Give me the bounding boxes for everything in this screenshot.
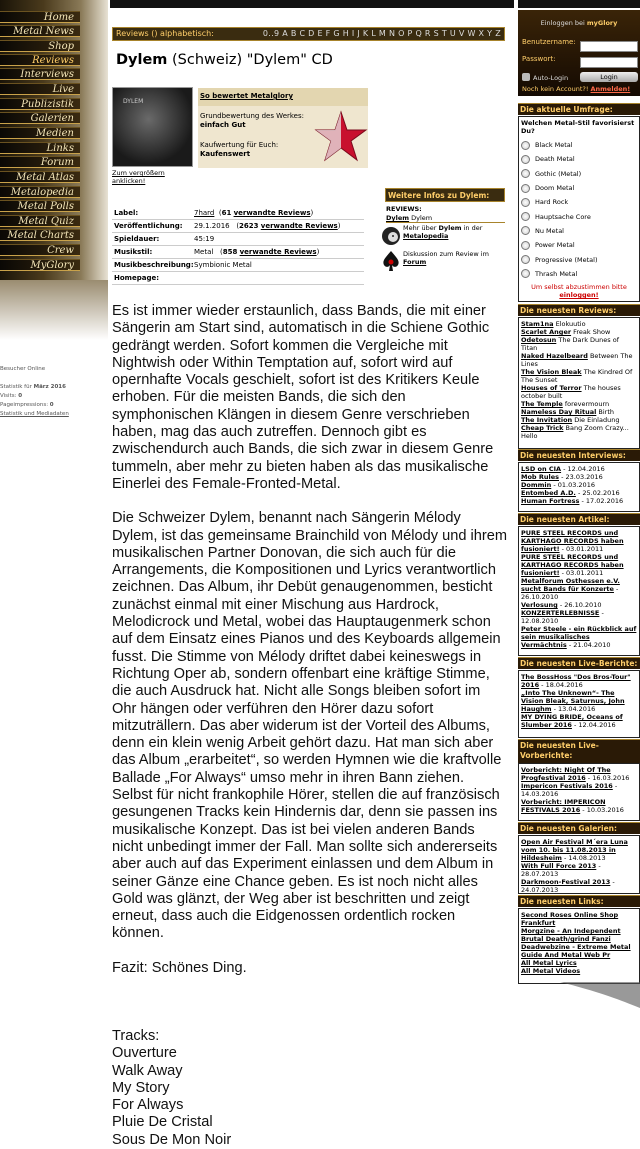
radio-icon[interactable] [521, 226, 530, 235]
review-paragraph-1: Es ist immer wieder erstaunlich, dass Bands, die mit einer Sängerin am Start sind, automatisch in die Schiene Gothic gedrängt werden. Sofort kommen die Vergleiche mit Nightwish oder Within Temptation auf, sofort wird auf opernhafte Vocals geschielt, sofort ist des Kritikers Keule erhoben. Für die meisten Bands, die sich den symphonischen Klängen in diesem Genre verschrieben haben, mag das auch zutreffen. Dennoch gibt es zwischendurch auch Bands, die sich zwar in diesem Genre tummeln, aber mehr zu bieten haben als das musikalische Einerlei des Female-Fronted-Metal. [112, 303, 494, 492]
articles-title[interactable]: Metalforum Osthessen e.V. sucht Bands für Konzerte [521, 577, 620, 593]
radio-icon[interactable] [521, 241, 530, 250]
poll-option[interactable] [521, 167, 637, 181]
pi-line: Pageimpressions: 0 [0, 402, 54, 408]
star-rating-icon [314, 110, 368, 162]
articles-item[interactable]: Peter Steele - ein Rückblick auf sein musikalisches Vermächtnis - 21.04.2010 [521, 625, 637, 649]
interviews-item[interactable]: LSD on CIA - 12.04.2016 [521, 465, 605, 473]
interviews-item[interactable]: Mob Rules - 23.03.2016 [521, 473, 603, 481]
band-country: (Schweiz) [172, 52, 243, 68]
nav-item-metal-polls[interactable]: Metal Polls [0, 200, 80, 212]
live-title[interactable]: MY DYING BRIDE, Oceans of Slumber 2016 [521, 713, 623, 729]
desc-label: Musikbeschreibung: [114, 261, 194, 269]
interviews-title[interactable]: Mob Rules [521, 473, 559, 481]
radio-icon[interactable] [521, 255, 530, 264]
divider [386, 222, 505, 223]
rating-buy-value: Kaufenswert [200, 150, 251, 158]
stat-line: Statistik für März 2016 [0, 384, 66, 390]
prev-header: Die neuesten Live-Vorberichte: [518, 739, 640, 763]
interviews-box [518, 462, 640, 512]
info-review-line: Dylem Dylem [386, 214, 433, 222]
review-band[interactable]: Nameless Day Ritual [521, 408, 597, 416]
articles-item[interactable]: PURE STEEL RECORDS und KARTHAGO RECORDS haben fusioniert! - 03.01.2011 [521, 553, 624, 577]
nav-item-publizistik[interactable]: Publizistik [0, 98, 80, 110]
nav-item-crew[interactable]: Crew [0, 244, 80, 256]
poll-option[interactable] [521, 152, 637, 166]
review-album: forevermourn [564, 400, 610, 408]
review-item[interactable] [521, 320, 637, 328]
album-cover[interactable] [112, 87, 193, 167]
link-item[interactable]: Morgzine - An Independent Brutal Death/grind Fanzi [521, 927, 621, 943]
top-strip [110, 0, 514, 8]
articles-title[interactable]: Verlosung [521, 601, 558, 609]
visits-line: Visits: 0 [0, 393, 23, 399]
nav-item-links[interactable]: Links [0, 142, 80, 154]
radio-icon[interactable] [521, 141, 530, 150]
review-band[interactable]: Cheap Trick [521, 424, 564, 432]
track-item: Ouverture [112, 1045, 177, 1062]
review-item[interactable] [521, 328, 637, 336]
review-band[interactable]: The Vision Bleak [521, 368, 582, 376]
label-value: 7hard (61 verwandte Reviews) [194, 209, 314, 217]
poll-option[interactable] [521, 181, 637, 195]
nav-item-metal-news[interactable]: Metal News [0, 25, 80, 37]
besucher-online: Besucher Online [0, 366, 46, 372]
info-header: Weitere Infos zu Dylem: [385, 188, 505, 202]
galleries-date: 28.07.2013 [521, 870, 559, 878]
interviews-date: 12.04.2016 [567, 465, 605, 473]
autologin-label: Auto-Login [533, 74, 569, 82]
poll-login-link[interactable]: einloggen! [559, 290, 599, 299]
articles-item[interactable]: KONZERTERLEBNISSE - 12.08.2010 [521, 609, 604, 625]
poll-option-label: Black Metal [535, 141, 573, 150]
articles-date: 03.01.2011 [566, 569, 604, 577]
review-band[interactable]: Stam1na [521, 320, 554, 328]
poll-box [518, 116, 640, 302]
galleries-item[interactable]: Darkmoon-Festival 2013 - 24.07.2013 [521, 878, 615, 894]
radio-icon[interactable] [521, 198, 530, 207]
nav-item-myglory[interactable]: MyGlory [0, 259, 80, 271]
poll-option[interactable] [521, 138, 637, 152]
review-fazit: Fazit: Schönes Ding. [112, 959, 247, 976]
face-icon [381, 226, 401, 246]
pass-label: Passwort: [522, 55, 556, 63]
alphabet-bar [112, 27, 505, 41]
label-related-link[interactable]: verwandte Reviews [233, 209, 311, 217]
review-item[interactable] [521, 400, 637, 408]
divider [112, 232, 364, 233]
nav-item-metal-quiz[interactable]: Metal Quiz [0, 215, 80, 227]
review-album: Bang Zoom Crazy... Hello [521, 424, 629, 440]
review-band[interactable]: Houses of Terror [521, 384, 582, 392]
style-related-link[interactable]: verwandte Reviews [239, 248, 317, 256]
radio-icon[interactable] [521, 212, 530, 221]
login-button[interactable]: Login [580, 72, 638, 82]
track-list [112, 1045, 508, 1149]
duration-label: Spieldauer: [114, 235, 160, 243]
track-item: For Always [112, 1097, 184, 1114]
nav-item-interviews[interactable]: Interviews [0, 68, 80, 80]
interviews-date: 01.03.2016 [557, 481, 595, 489]
poll-option-label: Hard Rock [535, 198, 569, 207]
interviews-item[interactable]: Dommin - 01.03.2016 [521, 481, 595, 489]
poll-option-label: Thrash Metal [535, 269, 578, 278]
poll-option[interactable] [521, 209, 637, 223]
articles-title[interactable]: PURE STEEL RECORDS und KARTHAGO RECORDS haben fusioniert! [521, 529, 624, 553]
interviews-header: Die neuesten Interviews: [518, 449, 640, 461]
divider [112, 258, 364, 259]
password-input[interactable] [580, 57, 638, 68]
review-band[interactable]: The Invitation [521, 416, 573, 424]
articles-header: Die neuesten Artikel: [518, 513, 640, 525]
poll-question: Welchen Metal-Stil favorisierst Du? [521, 119, 635, 135]
galleries-title[interactable]: Open Air Festival M´era Luna vom 10. bis 11.08.2013 in Hildesheim [521, 838, 628, 862]
live-item[interactable]: „Into The Unknown“- The Vision Bleak, Saturnus, John Haughm - 13.04.2016 [521, 689, 625, 713]
review-album: The Kindred Of The Sunset [521, 368, 633, 384]
rating-base-value: einfach Gut [200, 121, 246, 129]
track-item: My Story [112, 1079, 170, 1096]
divider [112, 219, 364, 220]
link-item[interactable]: All Metal Lyrics [521, 959, 577, 967]
radio-icon[interactable] [521, 184, 530, 193]
nav-item-home[interactable]: Home [0, 11, 80, 23]
user-label: Benutzername: [522, 38, 576, 46]
live-item[interactable]: The BossHoss "Dos Bros-Tour" 2016 - 18.04.2016 [521, 673, 631, 689]
review-band[interactable]: Odetosun [521, 336, 557, 344]
forum-link[interactable]: Forum [403, 258, 427, 266]
prev-title[interactable]: Impericon Festivals 2016 [521, 782, 613, 790]
poll-option-label: Doom Metal [535, 184, 575, 193]
forum-icon [381, 250, 401, 272]
top-strip-right [518, 0, 640, 8]
release-related-link[interactable]: verwandte Reviews [260, 222, 338, 230]
review-item[interactable] [521, 416, 637, 424]
review-album: Between The Lines [521, 352, 633, 368]
articles-date: 21.04.2010 [573, 641, 611, 649]
rating-base-label: Grundbewertung des Werkes: [200, 112, 304, 120]
login-box [518, 10, 640, 96]
divider [112, 284, 364, 285]
galleries-item[interactable]: With Full Force 2013 - 28.07.2013 [521, 862, 601, 878]
review-item[interactable] [521, 424, 637, 440]
left-navigation [0, 0, 108, 1136]
info-review-link[interactable]: Dylem [386, 214, 410, 222]
interviews-item[interactable]: Entombed A.D. - 25.02.2016 [521, 489, 620, 497]
links-header: Die neuesten Links: [518, 895, 640, 907]
track-item: Walk Away [112, 1062, 183, 1079]
articles-title[interactable]: Peter Steele - ein Rückblick auf sein musikalisches Vermächtnis [521, 625, 637, 649]
prev-item[interactable]: Vorbericht: IMPERICON FESTIVALS 2016 - 10.03.2016 [521, 798, 624, 814]
galleries-header: Die neuesten Galerien: [518, 822, 640, 834]
review-album: The Dark Dunes of Titan [521, 336, 619, 352]
link-item[interactable]: Second Roses Online Shop Frankfurt [521, 911, 619, 927]
live-header: Die neuesten Live-Berichte: [518, 657, 640, 669]
rating-buy-label: Kaufwertung für Euch: [200, 141, 279, 149]
label-label: Label: [114, 209, 139, 217]
review-band[interactable]: Scarlet Anger [521, 328, 572, 336]
live-title[interactable]: The BossHoss "Dos Bros-Tour" 2016 [521, 673, 631, 689]
galleries-date: 24.07.2013 [521, 886, 559, 894]
poll-footer: Um selbst abzustimmen bitte einloggen! [531, 282, 627, 299]
link-item[interactable]: All Metal Videos [521, 967, 581, 975]
release-label: Veröffentlichung: [114, 222, 183, 230]
review-item[interactable] [521, 408, 637, 416]
live-item[interactable]: MY DYING BRIDE, Oceans of Slumber 2016 - 12.04.2016 [521, 713, 623, 729]
live-date: 12.04.2016 [578, 721, 616, 729]
poll-option-label: Hauptsache Core [535, 212, 591, 221]
username-input[interactable] [580, 41, 638, 52]
interviews-date: 25.02.2016 [582, 489, 620, 497]
poll-option-label: Progressive (Metal) [535, 255, 598, 264]
prev-date: 16.03.2016 [592, 774, 630, 782]
prev-title[interactable]: Vorbericht: Night Of The Progfestival 2016 [521, 766, 611, 782]
review-album: The houses october built [521, 384, 621, 400]
interviews-title[interactable]: LSD on CIA [521, 465, 562, 473]
articles-title[interactable]: KONZERTERLEBNISSE [521, 609, 600, 617]
rating-header[interactable]: So bewertet Metalglory [198, 88, 368, 106]
reviews-box [518, 317, 640, 449]
login-header: Einloggen bei myGlory [540, 19, 618, 27]
articles-item[interactable]: PURE STEEL RECORDS und KARTHAGO RECORDS haben fusioniert! - 03.01.2011 [521, 529, 624, 553]
interviews-item[interactable]: Human Fortress - 17.02.2016 [521, 497, 624, 505]
poll-option-label: Gothic (Metal) [535, 169, 582, 178]
poll-option[interactable] [521, 224, 637, 238]
nav-item-forum[interactable]: Forum [0, 156, 80, 168]
radio-icon[interactable] [521, 155, 530, 164]
interviews-date: 23.03.2016 [565, 473, 603, 481]
metalopedia-link[interactable]: Metalopedia [403, 232, 449, 240]
poll-option[interactable] [521, 267, 637, 281]
nav-item-live[interactable]: Live [0, 83, 80, 95]
live-box [518, 670, 640, 738]
poll-option-label: Power Metal [535, 241, 575, 250]
live-date: 13.04.2016 [558, 705, 596, 713]
divider [112, 271, 364, 272]
track-item: Sous De Mon Noir [112, 1131, 232, 1148]
poll-option[interactable] [521, 252, 637, 266]
galleries-date: 14.08.2013 [568, 854, 606, 862]
nav-item-metalopedia[interactable]: Metalopedia [0, 186, 80, 198]
divider [112, 245, 364, 246]
home-label: Homepage: [114, 274, 160, 282]
album-name: "Dylem" CD [246, 52, 333, 68]
articles-item[interactable]: Verlosung - 26.10.2010 [521, 601, 602, 609]
links-box [518, 908, 640, 984]
reviews-header: Die neuesten Reviews: [518, 304, 640, 316]
desc-value: Symbionic Metal [194, 261, 252, 269]
prev-item[interactable]: Vorbericht: Night Of The Progfestival 2016 - 16.03.2016 [521, 766, 630, 782]
review-paragraph-2: Die Schweizer Dylem, benannt nach Sängerin Mélody Dylem, ist das gemeinsame Brainchild von Mélody und ihrem musikalischen Partner Donovan, die sich auch für die Arrangements, die Kompositionen und Lyrics verantwortlich zeichnen. Das Album, ihr Debüt genaugenommen, besticht zunächst einmal mit einer Mischung aus Hardrock, Melodicrock und Metal, wobei das Hauptaugenmerk schon auf dem Einsatz eines Pianos und des Keyboards allgemein fusst. Die Stimme von Mélody driftet dabei keineswegs in Richtung Oper ab, sondern offenbart eine kräftige Stimme, die auch Ausdruck hat. Nicht alle Songs bleiben sofort im Ohr hängen oder verführen den Hörer dazu sofort mitzuträllern. Das aber widerum ist der Vorteil des Albums, denn ein klein wenig Arbeit gehört dazu. Hat man sich aber das Album „erarbeitet“, so werden Hymnen wie die kraftvolle Ballade „For Always“ umso mehr in ihren Bann ziehen. Selbst für nicht frankophile Hörer, stellen die auf französisch gesungenen Tracks kein Hindernis dar, denn sie passen ins musikalische Konzept. Das ist bei vielen anderen Bands nicht unbedingt immer der Fall. Man sollte sich andererseits aber auch auf das Experiment einlassen und dem Album in seiner Gänze eine Chance geben. Es ist noch nicht alles Gold was glänzt, der Weg aber ist beschritten und zeigt erneut, dass auch die Eidgenossen ordentlich rocken können. [112, 510, 508, 942]
decor-swoosh [560, 980, 640, 1010]
review-item[interactable] [521, 368, 637, 384]
prev-title[interactable]: Vorbericht: IMPERICON FESTIVALS 2016 [521, 798, 606, 814]
review-item[interactable] [521, 384, 637, 400]
alphabet-label: Reviews () alphabetisch: [116, 29, 214, 38]
prev-item[interactable]: Impericon Festivals 2016 - 14.03.2016 [521, 782, 618, 798]
nav-item-reviews[interactable]: Reviews [0, 54, 80, 66]
poll-option[interactable] [521, 238, 637, 252]
review-album: Die Einladung [574, 416, 620, 424]
radio-icon[interactable] [521, 169, 530, 178]
nav-item-shop[interactable]: Shop [0, 40, 80, 52]
articles-date: 03.01.2011 [566, 545, 604, 553]
track-item: Pluie De Cristal [112, 1114, 213, 1131]
poll-options [521, 138, 637, 281]
live-title[interactable]: „Into The Unknown“- The Vision Bleak, Saturnus, John Haughm [521, 689, 625, 713]
review-item[interactable] [521, 352, 637, 368]
band-name: Dylem [116, 52, 168, 68]
zoom-link[interactable]: Zum vergrößern anklicken! [112, 169, 165, 185]
autologin-checkbox[interactable] [522, 73, 530, 81]
radio-icon[interactable] [521, 269, 530, 278]
interviews-title[interactable]: Entombed A.D. [521, 489, 576, 497]
stat-link[interactable]: Statistik und Mediadaten [0, 411, 69, 417]
metalopedia-line: Mehr über Dylem in der Metalopedia [403, 224, 483, 240]
nav-item-medien[interactable]: Medien [0, 127, 80, 139]
nav-fade [0, 280, 108, 340]
poll-header: Die aktuelle Umfrage: [518, 103, 640, 115]
alphabet-letters[interactable]: 0..9 A B C D E F G H I J K L M N O P Q R S T U V W X Y Z [262, 29, 501, 38]
live-date: 18.04.2016 [545, 681, 583, 689]
galleries-box [518, 835, 640, 894]
galleries-title[interactable]: Darkmoon-Festival 2013 [521, 878, 611, 886]
interviews-title[interactable]: Human Fortress [521, 497, 580, 505]
articles-title[interactable]: PURE STEEL RECORDS und KARTHAGO RECORDS haben fusioniert! [521, 553, 624, 577]
nav-item-metal-charts[interactable]: Metal Charts [0, 229, 80, 241]
prev-date: 14.03.2016 [521, 790, 559, 798]
label-link[interactable]: 7hard [194, 209, 215, 217]
link-item[interactable]: Deadwebzine - Extreme Metal Guide And Metal Web Pr [521, 943, 631, 959]
poll-option[interactable] [521, 195, 637, 209]
review-body [112, 303, 508, 1149]
articles-date: 12.08.2010 [521, 617, 559, 625]
interviews-title[interactable]: Dommin [521, 481, 552, 489]
page-title [116, 52, 333, 68]
articles-item[interactable]: Metalforum Osthessen e.V. sucht Bands für Konzerte - 26.10.2010 [521, 577, 620, 601]
release-value: 29.1.2016 (2623 verwandte Reviews) [194, 222, 341, 230]
prev-date: 10.03.2016 [586, 806, 624, 814]
prev-box [518, 763, 640, 821]
review-band[interactable]: Naked Hazelbeard [521, 352, 588, 360]
galleries-item[interactable]: Open Air Festival M´era Luna vom 10. bis 11.08.2013 in Hildesheim - 14.08.2013 [521, 838, 628, 862]
review-album: Elokuutio [555, 320, 586, 328]
review-album: Birth [598, 408, 614, 416]
register-link[interactable]: Anmelden! [590, 85, 631, 93]
nav-item-metal-atlas[interactable]: Metal Atlas [0, 171, 80, 183]
info-reviews-label: REVIEWS: [386, 205, 422, 213]
forum-line: Diskussion zum Review im Forum [403, 250, 489, 266]
poll-option-label: Death Metal [535, 155, 575, 164]
articles-date: 26.10.2010 [521, 593, 559, 601]
review-item[interactable] [521, 336, 637, 352]
articles-box [518, 526, 640, 656]
style-value: Metal (858 verwandte Reviews) [194, 248, 320, 256]
nav-item-galerien[interactable]: Galerien [0, 112, 80, 124]
review-album: Freak Show [573, 328, 611, 336]
interviews-date: 17.02.2016 [585, 497, 624, 505]
galleries-title[interactable]: With Full Force 2013 [521, 862, 597, 870]
articles-date: 26.10.2010 [564, 601, 602, 609]
poll-option-label: Nu Metal [535, 226, 564, 235]
tracks-label: Tracks: [112, 1027, 160, 1044]
cover-text: DYLEM [123, 98, 144, 105]
register-line: Noch kein Account?! Anmelden! [522, 85, 631, 93]
style-label: Musikstil: [114, 248, 153, 256]
duration-value: 45:19 [194, 235, 215, 243]
review-band[interactable]: The Temple [521, 400, 563, 408]
